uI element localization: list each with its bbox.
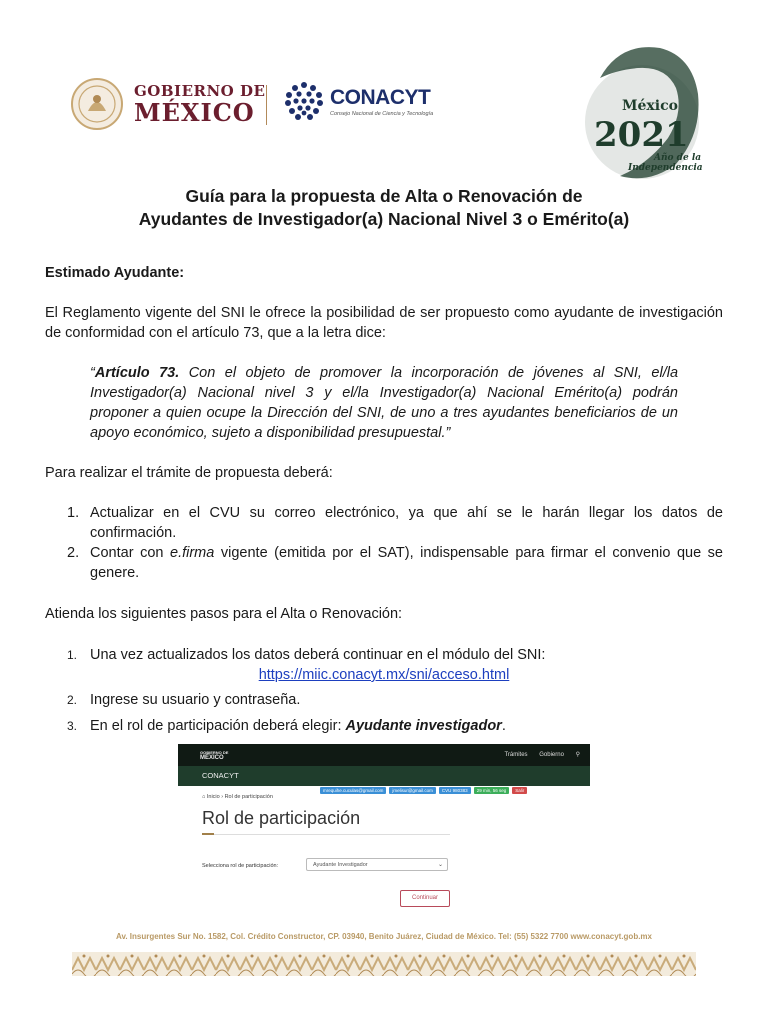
list-text-pre: En el rol de participación deberá elegir: <box>90 718 346 734</box>
efirma-term: e.firma <box>170 545 215 561</box>
chevron-down-icon: ⌄ <box>437 862 443 868</box>
greeting: Estimado Ayudante: <box>45 265 185 281</box>
list-text: Actualizar en el CVU su correo electrónico, ya que ahí se le harán llegar los datos de confirmación. <box>90 505 723 541</box>
list-item <box>45 716 723 736</box>
list-item <box>45 503 723 543</box>
quote-label: Artículo 73. <box>94 365 180 381</box>
list-number: 3. <box>67 719 78 733</box>
shot-bar-title: CONACYT <box>202 771 239 780</box>
status-badge[interactable]: Salir <box>512 787 527 794</box>
status-badge: jmelisur@gmail.com <box>389 787 436 794</box>
breadcrumb <box>202 794 273 800</box>
steps-intro: Atienda los siguientes pasos para el Alta o Renovación: <box>45 606 403 622</box>
conacyt-dots-icon <box>284 80 324 122</box>
breadcrumb-text[interactable]: Inicio › Rol de participación <box>206 794 273 800</box>
shot-brand-line1: GOBIERNO DE <box>200 750 229 755</box>
list-item <box>45 645 723 685</box>
shot-badges <box>320 787 527 794</box>
quote-text: Con el objeto de promover la incorporación de jóvenes al SNI, el/la Investigador(a) Nacional nivel 3 y el/la Investigador(a) Nacional Emérito(a) podrán proponer a quien ocupe la Dirección del SNI, de uno a tres ayudantes beneficiarios de un apoyo económico, sujeto a disponibilidad presupuestal.” <box>90 365 679 441</box>
requirements-intro: Para realizar el trámite de propuesta deberá: <box>45 465 333 481</box>
list-text-post: vigente (emitida por el SAT), indispensable para firmar el convenio que se genere. <box>90 545 723 581</box>
page-title <box>40 185 728 231</box>
divider-accent <box>202 833 214 835</box>
shot-conacyt-bar <box>178 766 590 786</box>
conacyt-logo <box>284 80 433 122</box>
conacyt-name: CONACYT <box>330 85 431 109</box>
continue-button[interactable]: Continuar <box>400 890 450 907</box>
gob-line1: GOBIERNO DE <box>134 81 266 100</box>
role-select[interactable] <box>306 858 448 871</box>
steps-list <box>45 645 723 736</box>
badge-line4: Independencia <box>628 163 703 173</box>
mexico-2021-badge <box>580 38 704 182</box>
role-name: Ayudante investigador <box>345 718 502 734</box>
list-text: Ingrese su usuario y contraseña. <box>90 692 301 708</box>
shot-heading: Rol de participación <box>202 808 361 828</box>
shot-brand-line2: MÉXICO <box>200 755 224 761</box>
conacyt-subtitle: Consejo Nacional de Ciencia y Tecnología <box>330 110 434 117</box>
title-line2: Ayudantes de Investigador(a) Nacional Nivel 3 o Emérito(a) <box>138 209 630 229</box>
quote-open: “ <box>90 365 95 381</box>
select-value: Ayudante Investigador <box>313 862 368 868</box>
logo-divider <box>266 85 267 125</box>
mexico-seal-icon <box>70 77 124 131</box>
intro-paragraph: El Reglamento vigente del SNI le ofrece la posibilidad de ser propuesto como ayudante de investigación de conformidad con el artículo 73, que a la letra dice: <box>45 305 723 341</box>
decorative-band <box>72 952 696 976</box>
badge-line1: México <box>622 98 678 114</box>
gobierno-de-mexico-logo <box>70 74 270 134</box>
status-badge: 29 min, 56 seg <box>474 787 510 794</box>
shot-nav <box>494 751 580 758</box>
list-text-pre: Contar con <box>90 545 170 561</box>
search-icon[interactable]: ⚲ <box>575 752 580 758</box>
status-badge: CVU 980383 <box>439 787 471 794</box>
list-text: Una vez actualizados los datos deberá continuar en el módulo del SNI: <box>90 647 546 663</box>
shot-nav-tramites[interactable]: Trámites <box>504 752 528 758</box>
list-item <box>45 690 723 710</box>
list-number: 2. <box>67 693 78 707</box>
home-icon[interactable]: ⌂ <box>202 794 206 800</box>
badge-year: 2021 <box>594 115 689 155</box>
article-quote <box>90 363 678 443</box>
divider <box>202 834 450 835</box>
list-number: 1. <box>67 648 78 662</box>
list-item <box>45 543 723 583</box>
embedded-screenshot <box>178 744 590 918</box>
shot-top-bar <box>178 744 590 766</box>
footer-address: Av. Insurgentes Sur No. 1582, Col. Crédito Constructor, CP. 03940, Benito Juárez, Ciudad de México. Tel: (55) 5322 7700 www.conacyt.gob.mx <box>115 932 652 941</box>
shot-nav-gobierno[interactable]: Gobierno <box>539 752 564 758</box>
list-text-post: . <box>501 718 506 734</box>
sni-access-link[interactable]: https://miic.conacyt.mx/sni/acceso.html <box>258 667 510 683</box>
status-badge: mrequihe.cuculas@gmail.com <box>320 787 386 794</box>
select-label: Selecciona rol de participación: <box>202 863 279 869</box>
gob-line2: MÉXICO <box>134 97 255 127</box>
title-line1: Guía para la propuesta de Alta o Renovación de <box>185 186 583 206</box>
badge-line3: Año de la <box>654 153 702 163</box>
shot-brand <box>200 750 228 761</box>
list-number: 2. <box>67 545 80 561</box>
list-number: 1. <box>67 505 80 521</box>
requirements-list <box>45 503 723 583</box>
